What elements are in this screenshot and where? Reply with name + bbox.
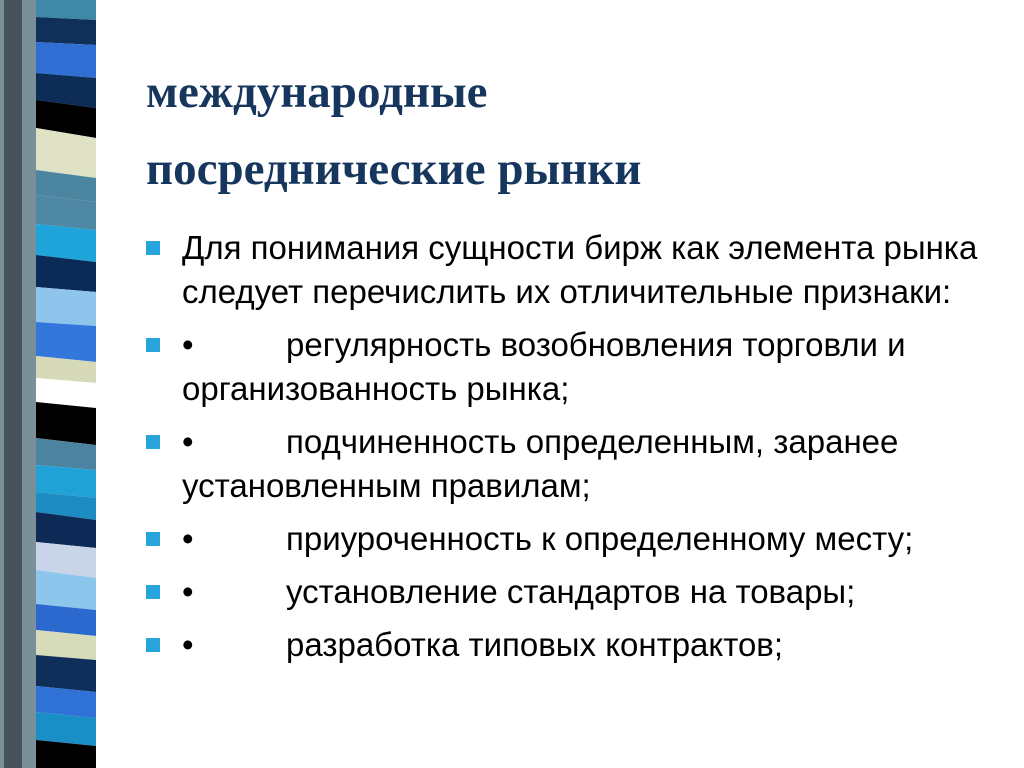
square-bullet-icon	[146, 241, 160, 255]
square-bullet-icon	[146, 338, 160, 352]
bullet-text: установление стандартов на товары;	[286, 573, 856, 610]
bullet-item	[146, 420, 996, 508]
bullet-item	[146, 570, 996, 614]
bullet-item	[146, 623, 996, 667]
dot-bullet-icon: •	[182, 573, 194, 610]
square-bullet-icon	[146, 638, 160, 652]
bullet-item	[146, 323, 996, 411]
bullet-text: подчиненность определенным, заранее установленным правилам;	[182, 423, 899, 504]
dot-bullet-icon: •	[182, 626, 194, 663]
slide-title-line: посреднические рынки	[146, 142, 642, 195]
bullet-item	[146, 226, 996, 314]
slide-title-line: международные	[146, 66, 488, 118]
decorative-stripe-border	[0, 0, 110, 768]
bullet-list	[146, 226, 996, 676]
slide-title	[146, 54, 986, 207]
square-bullet-icon	[146, 585, 160, 599]
dot-bullet-icon: •	[182, 423, 194, 460]
bullet-item	[146, 517, 996, 561]
bullet-text: Для понимания сущности бирж как элемента рынка следует перечислить их отличительные признаки:	[182, 229, 978, 310]
bullet-text: приуроченность к определенному месту;	[286, 520, 914, 557]
square-bullet-icon	[146, 435, 160, 449]
bullet-text: разработка типовых контрактов;	[286, 626, 783, 663]
bullet-text: регулярность возобновления торговли и организованность рынка;	[182, 326, 906, 407]
square-bullet-icon	[146, 532, 160, 546]
dot-bullet-icon: •	[182, 326, 194, 363]
dot-bullet-icon: •	[182, 520, 194, 557]
